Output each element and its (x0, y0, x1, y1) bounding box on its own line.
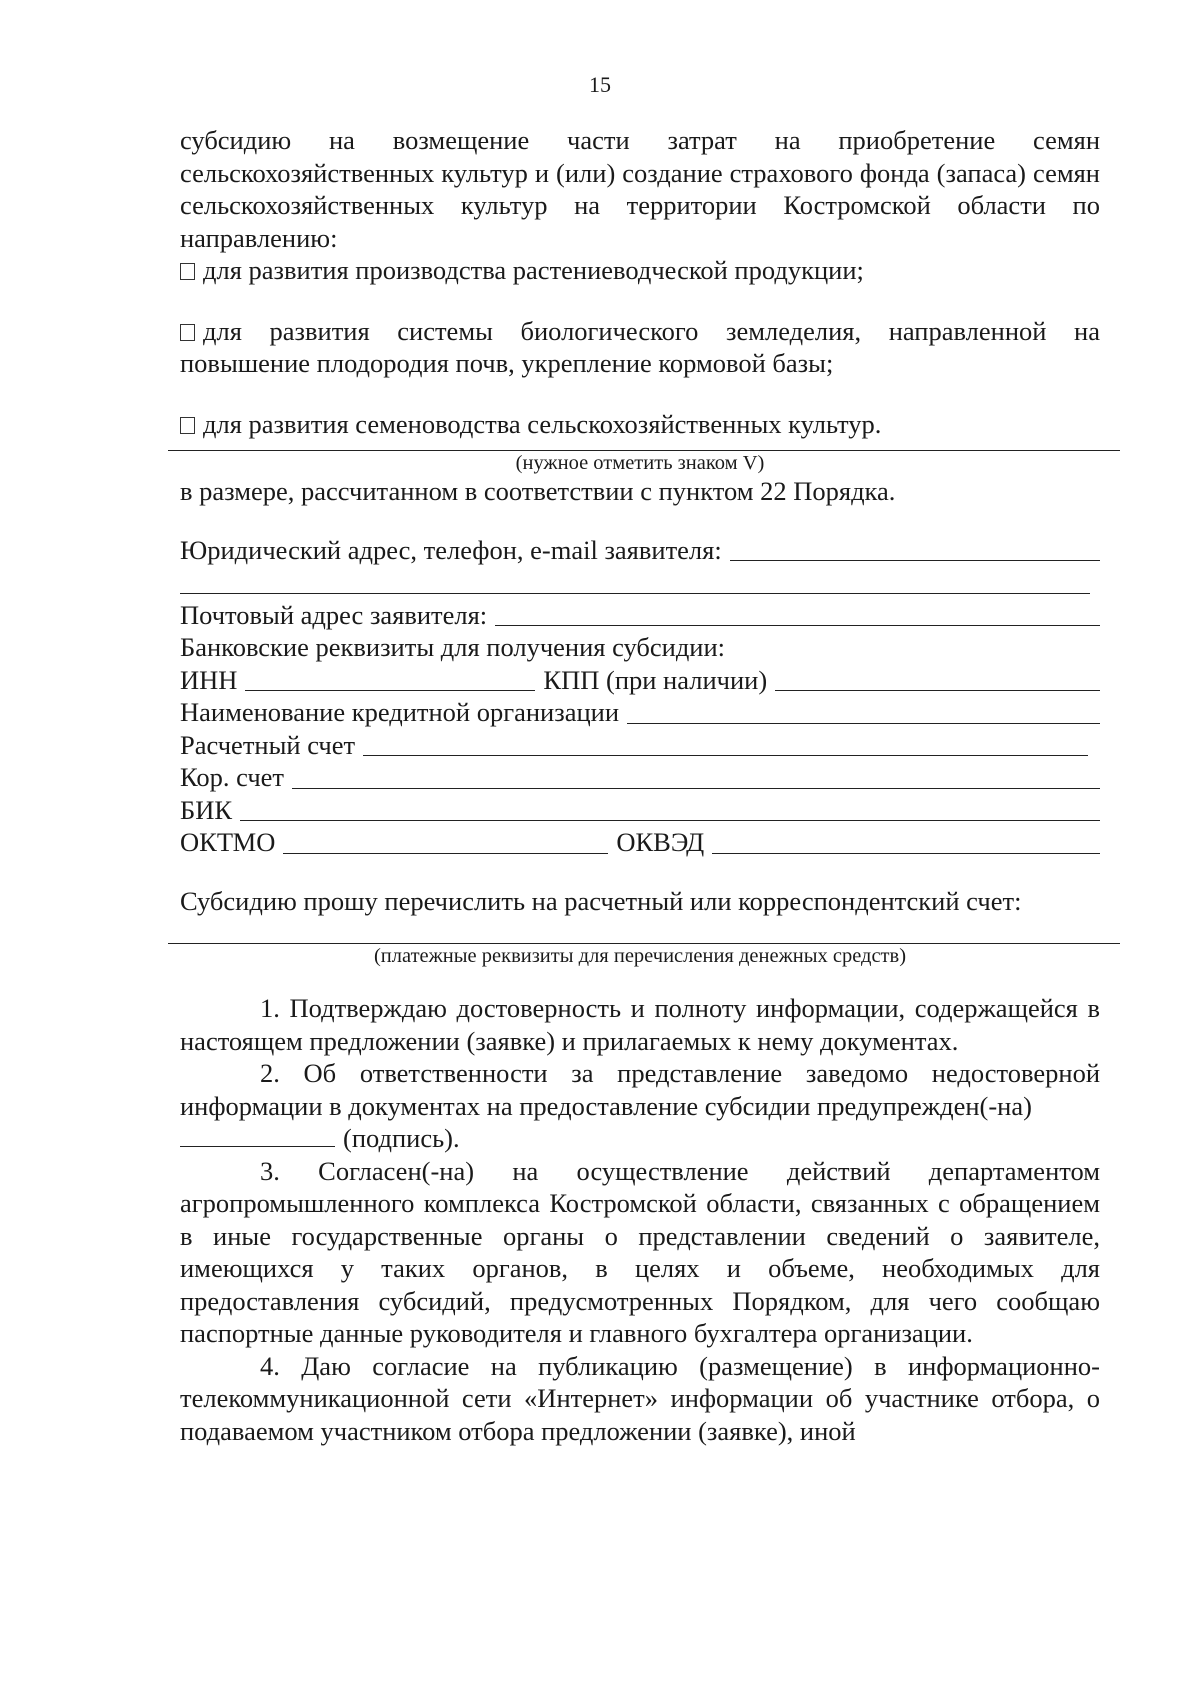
bank-details-row (180, 631, 1100, 664)
inn-kpp-row (180, 664, 1100, 697)
account-row (180, 729, 1100, 762)
size-text: в размере, рассчитанном в соответствии с пунктом 22 Порядка. (180, 476, 896, 506)
oktmo-input[interactable] (283, 853, 608, 854)
account-input[interactable] (363, 755, 1088, 756)
item-4: 4. Даю согласие на публикацию (размещение) в информационно-телекоммуникационной сети «Интернет» информации об участнике отбора, о подаваемом участником отбора предложении (заявке), иной (180, 1350, 1100, 1446)
item-3: 3. Согласен(-на) на осуществление действий департаментом агропромышленного комплекса Костромской области, связанных с обращением в иные государственные органы о представлении сведений о заявителе, имеющихся у таких органов, в целях и объеме, необходимых для предоставления субсидий, предусмотренных Порядком, для чего сообщаю паспортные данные руководителя и главного бухгалтера организации. (180, 1155, 1100, 1348)
option-label: для развития семеноводства сельскохозяйственных культур. (203, 408, 882, 439)
option-seed-production (180, 408, 1100, 441)
item-2: 2. Об ответственности за представление заведомо недостоверной информации в документах на предоставление субсидии предупрежден(-на) (180, 1058, 1100, 1121)
inn-label: ИНН (180, 664, 238, 695)
page-number: 15 (589, 72, 611, 97)
legal-address-input[interactable] (730, 560, 1100, 561)
account-label: Расчетный счет (180, 729, 356, 760)
kpp-label: КПП (при наличии) (543, 664, 768, 695)
bik-label: БИК (180, 794, 233, 825)
okved-label: ОКВЭД (616, 827, 705, 857)
item-1: 1. Подтверждаю достоверность и полноту информации, содержащейся в настоящем предложении (заявке) и прилагаемых к нему документах. (180, 993, 1100, 1056)
corr-account-row (180, 761, 1100, 794)
legal-address-row-2 (180, 566, 1100, 599)
item-2-signature (180, 1122, 1100, 1155)
signature-label: (подпись). (343, 1123, 460, 1153)
legal-address-input-2[interactable] (180, 593, 1090, 594)
checkbox[interactable] (180, 324, 195, 341)
option-crop-production (180, 254, 1100, 287)
postal-address-row (180, 599, 1100, 632)
checkbox[interactable] (180, 417, 195, 434)
postal-address-input[interactable] (495, 625, 1100, 626)
okved-input[interactable] (712, 853, 1100, 854)
legal-address-row (180, 534, 1100, 567)
signature-input[interactable] (180, 1146, 335, 1147)
credit-org-row (180, 696, 1100, 729)
intro-paragraph: сельскохозяйственных культур и (или) создание страхового фонда (запаса) семян сельскохозяйственных культур на территории Костромской области по направлению: (180, 157, 1100, 253)
transfer-text: Субсидию прошу перечислить на расчетный или корреспондентский счет: (180, 885, 1022, 916)
kpp-input[interactable] (775, 690, 1100, 691)
credit-org-label: Наименование кредитной организации (180, 697, 620, 727)
intro-first-line: субсидию на возмещение части затрат на приобретение семян (180, 125, 1100, 155)
inn-input[interactable] (245, 690, 535, 691)
legal-address-label: Юридический адрес, телефон, e-mail заявителя: (180, 534, 722, 565)
oktmo-okved-row (180, 826, 1100, 859)
bank-details-label: Банковские реквизиты для получения субсидии: (180, 632, 726, 662)
mark-caption: (нужное отметить знаком V) (515, 452, 765, 474)
oktmo-label: ОКТМО (180, 827, 276, 857)
corr-account-input[interactable] (292, 788, 1100, 789)
payment-caption: (платежные реквизиты для перечисления денежных средств) (373, 945, 907, 967)
corr-account-label: Кор. счет (180, 762, 285, 792)
option-label: для развития производства растениеводческой продукции; (203, 255, 864, 285)
bik-row (180, 794, 1100, 827)
option-biological-farming (180, 315, 1100, 380)
checkbox[interactable] (180, 263, 195, 280)
bik-input[interactable] (240, 820, 1100, 821)
postal-address-label: Почтовый адрес заявителя: (180, 599, 488, 630)
credit-org-input[interactable] (627, 723, 1100, 724)
document-body (180, 124, 1100, 1447)
option-label: для развития системы биологического земледелия, направленной на повышение плодородия почв, укрепление кормовой базы; (180, 315, 1100, 378)
